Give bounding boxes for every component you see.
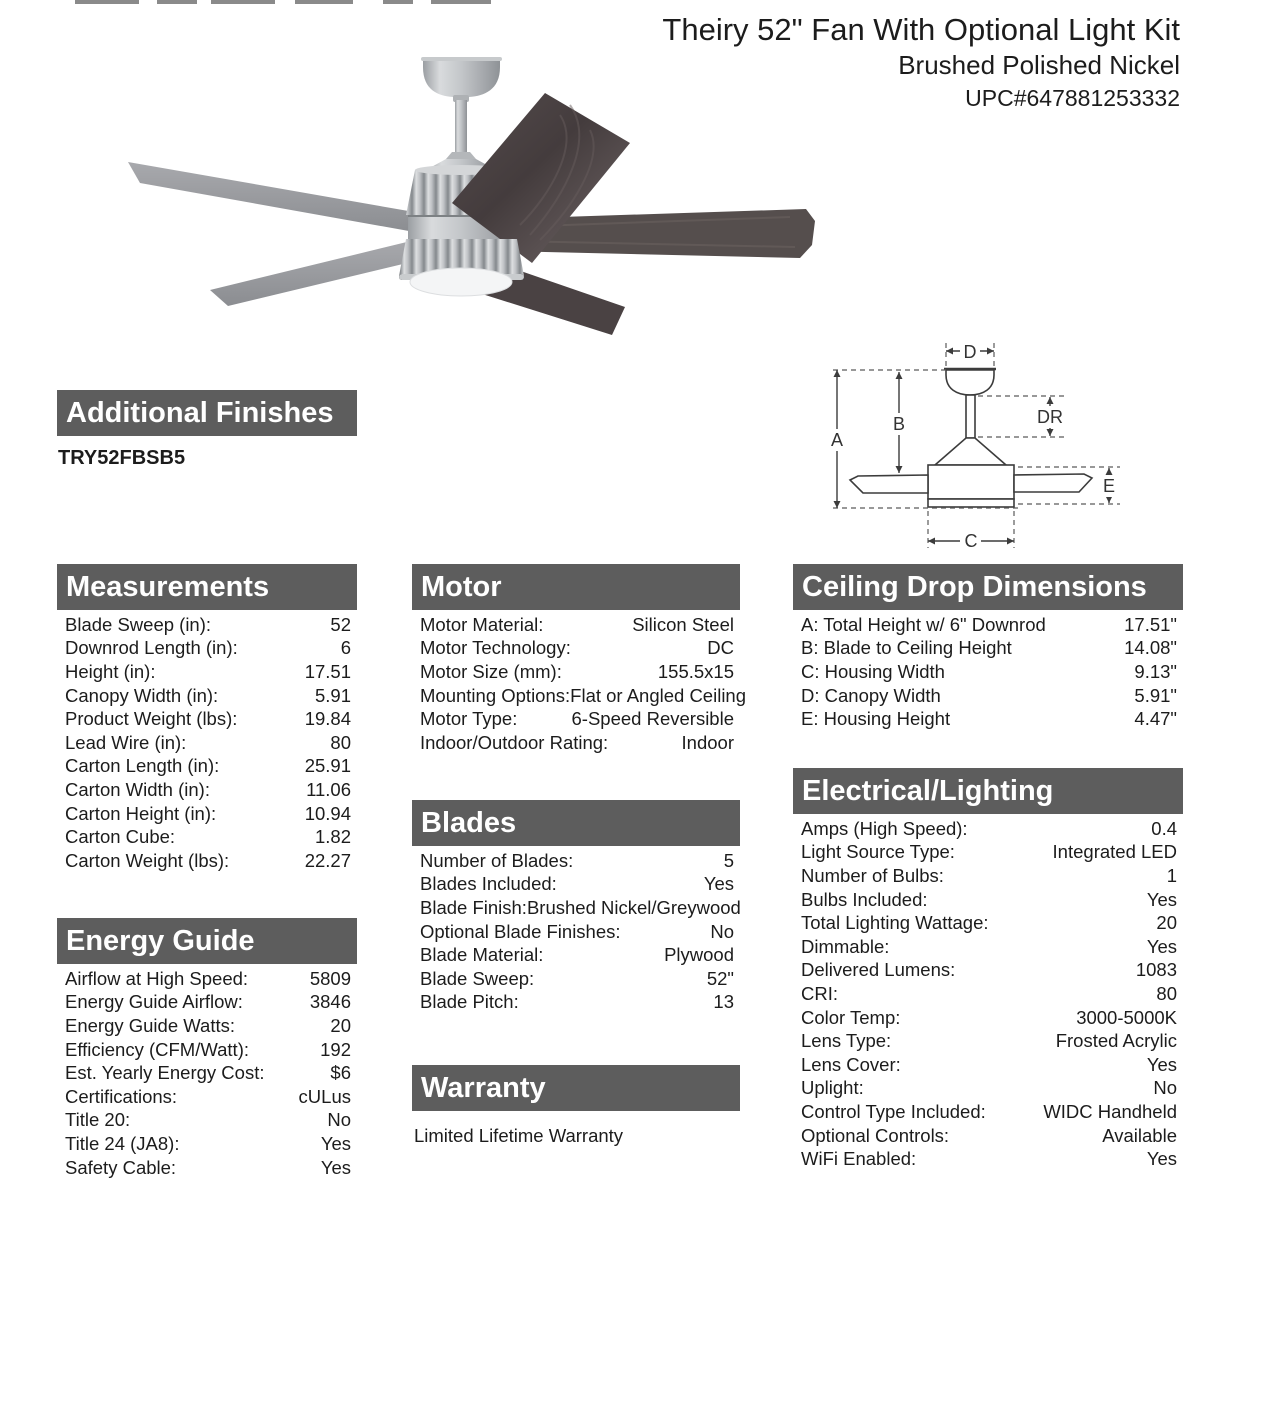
diagram-label-dr: DR xyxy=(1037,407,1063,427)
table-row xyxy=(412,920,740,944)
spec-value: 3000-5000K xyxy=(1076,1006,1177,1028)
table-row xyxy=(793,684,1183,708)
table-row xyxy=(793,864,1183,888)
cutoff-text-fragments xyxy=(75,0,491,4)
spec-value: Plywood xyxy=(664,944,734,966)
table-row xyxy=(412,707,740,731)
spec-label: Carton Length (in): xyxy=(65,755,220,777)
spec-value: Yes xyxy=(703,873,734,895)
spec-label: Carton Width (in): xyxy=(65,778,210,800)
spec-label: Carton Weight (lbs): xyxy=(65,849,230,871)
table-row xyxy=(793,637,1183,661)
sku-text: TRY52FBSB5 xyxy=(58,447,186,469)
table-row xyxy=(793,888,1183,912)
spec-label: B: Blade to Ceiling Height xyxy=(801,637,1012,659)
table-row xyxy=(793,1077,1183,1101)
fan-blade-upper-left xyxy=(128,162,420,233)
diagram-label-b: B xyxy=(892,414,906,434)
spec-value: Yes xyxy=(1146,888,1177,910)
spec-label: Optional Controls: xyxy=(801,1124,950,1146)
spec-value: 6-Speed Reversible xyxy=(571,708,734,730)
spec-label: WiFi Enabled: xyxy=(801,1148,917,1170)
spec-value: Integrated LED xyxy=(1052,841,1177,863)
spec-value: 192 xyxy=(320,1038,351,1060)
spec-value: 14.08" xyxy=(1124,637,1177,659)
spec-value: 10.94 xyxy=(304,802,351,824)
spec-label: Energy Guide Watts: xyxy=(65,1014,235,1036)
spec-label: Bulbs Included: xyxy=(801,888,928,910)
spec-label: Dimmable: xyxy=(801,935,890,957)
spec-label: Motor Type: xyxy=(420,708,518,730)
spec-value: 5.91" xyxy=(1134,684,1177,706)
ceiling-drop-section xyxy=(793,564,1183,731)
table-row xyxy=(57,802,357,826)
spec-value: No xyxy=(327,1109,351,1131)
spec-value: $6 xyxy=(330,1062,351,1084)
motor-table xyxy=(412,613,747,755)
spec-label: Number of Bulbs: xyxy=(801,864,944,886)
spec-label: Blade Sweep: xyxy=(420,967,535,989)
spec-label: Efficiency (CFM/Watt): xyxy=(65,1038,249,1060)
spec-label: Motor Technology: xyxy=(420,637,571,659)
spec-value: 25.91 xyxy=(304,755,351,777)
spec-label: Blade Material: xyxy=(420,944,544,966)
spec-value: DC xyxy=(707,637,734,659)
spec-label: Energy Guide Airflow: xyxy=(65,991,243,1013)
spec-value: 11.06 xyxy=(306,778,351,800)
table-row xyxy=(412,873,740,897)
upc-text: UPC#647881253332 xyxy=(965,85,1180,111)
energy-guide-table xyxy=(57,967,357,1179)
spec-value: 5809 xyxy=(309,967,351,989)
table-row xyxy=(57,1085,357,1109)
spec-value: No xyxy=(1153,1077,1177,1099)
spec-label: Blade Sweep (in): xyxy=(65,613,212,635)
table-row xyxy=(793,707,1183,731)
spec-label: Optional Blade Finishes: xyxy=(420,920,621,942)
energy-guide-section xyxy=(57,918,357,1179)
spec-value: 80 xyxy=(330,731,351,753)
table-row xyxy=(57,1156,357,1180)
table-row xyxy=(793,935,1183,959)
spec-label: Light Source Type: xyxy=(801,841,955,863)
spec-label: Safety Cable: xyxy=(65,1156,177,1178)
spec-value: 5.91 xyxy=(314,684,351,706)
spec-value: 52" xyxy=(706,967,734,989)
spec-label: Height (in): xyxy=(65,660,156,682)
electrical-lighting-section xyxy=(793,768,1183,1171)
spec-value: Silicon Steel xyxy=(632,613,734,635)
measurements-header: Measurements xyxy=(57,564,357,610)
table-row xyxy=(793,841,1183,865)
warranty-header: Warranty xyxy=(412,1065,740,1111)
diagram-label-e: E xyxy=(1102,476,1116,496)
ceiling-drop-table xyxy=(793,613,1183,731)
table-row xyxy=(793,982,1183,1006)
table-row xyxy=(412,637,740,661)
table-row xyxy=(793,959,1183,983)
spec-value: 3846 xyxy=(309,991,351,1013)
table-row xyxy=(57,707,357,731)
table-row xyxy=(57,1109,357,1133)
spec-label: Title 24 (JA8): xyxy=(65,1132,180,1154)
spec-label: Amps (High Speed): xyxy=(801,817,968,839)
spec-label: Carton Height (in): xyxy=(65,802,217,824)
spec-label: Lead Wire (in): xyxy=(65,731,187,753)
spec-label: Total Lighting Wattage: xyxy=(801,912,989,934)
electrical-lighting-header: Electrical/Lighting xyxy=(793,768,1183,814)
spec-label: Canopy Width (in): xyxy=(65,684,219,706)
spec-label: Downrod Length (in): xyxy=(65,637,238,659)
finish-subtitle: Brushed Polished Nickel xyxy=(898,50,1180,80)
spec-label: A: Total Height w/ 6" Downrod xyxy=(801,613,1046,635)
electrical-lighting-table xyxy=(793,817,1183,1171)
spec-label: Motor Material: xyxy=(420,613,544,635)
spec-value: 9.13" xyxy=(1134,660,1177,682)
spec-value: Frosted Acrylic xyxy=(1055,1030,1177,1052)
spec-value: 80 xyxy=(1156,982,1177,1004)
spec-value: 52 xyxy=(330,613,351,635)
spec-value: 1.82 xyxy=(314,826,351,848)
spec-value: WIDC Handheld xyxy=(1043,1100,1177,1122)
spec-label: Blades Included: xyxy=(420,873,557,895)
spec-value: 1 xyxy=(1166,864,1177,886)
warranty-section xyxy=(412,1065,740,1147)
fan-downrod xyxy=(455,100,467,152)
spec-value: 5 xyxy=(723,849,734,871)
table-row xyxy=(57,637,357,661)
spec-value: 20 xyxy=(330,1014,351,1036)
motor-section xyxy=(412,564,747,755)
fan-canopy xyxy=(421,57,502,102)
fan-product-image xyxy=(100,45,860,345)
table-row xyxy=(793,660,1183,684)
spec-value: 17.51 xyxy=(304,660,351,682)
fan-blade-lower-left xyxy=(210,240,428,306)
spec-value: cULus xyxy=(298,1085,351,1107)
table-row xyxy=(57,1038,357,1062)
spec-label: Lens Cover: xyxy=(801,1053,901,1075)
table-row xyxy=(57,613,357,637)
spec-value: 13 xyxy=(713,991,734,1013)
spec-value: 20 xyxy=(1156,912,1177,934)
table-row xyxy=(57,849,357,873)
table-row xyxy=(412,967,740,991)
table-row xyxy=(793,911,1183,935)
table-row xyxy=(793,1100,1183,1124)
table-row xyxy=(793,1053,1183,1077)
spec-label: Mounting Options: xyxy=(420,684,571,706)
table-row xyxy=(412,943,740,967)
spec-label: Product Weight (lbs): xyxy=(65,708,238,730)
table-row xyxy=(57,778,357,802)
spec-value: 0.4 xyxy=(1151,817,1177,839)
spec-label: Lens Type: xyxy=(801,1030,892,1052)
table-row xyxy=(793,613,1183,637)
spec-label: D: Canopy Width xyxy=(801,684,941,706)
spec-value: Yes xyxy=(1146,935,1177,957)
spec-label: Certifications: xyxy=(65,1085,178,1107)
spec-value: Yes xyxy=(1146,1148,1177,1170)
spec-value: 155.5x15 xyxy=(657,660,734,682)
spec-label: E: Housing Height xyxy=(801,708,951,730)
spec-label: Indoor/Outdoor Rating: xyxy=(420,731,609,753)
spec-label: Delivered Lumens: xyxy=(801,959,956,981)
dimension-diagram xyxy=(828,333,1148,558)
table-row xyxy=(57,755,357,779)
fan-light-kit xyxy=(399,239,524,296)
spec-value: Flat or Angled Ceiling xyxy=(570,684,747,706)
spec-label: Est. Yearly Energy Cost: xyxy=(65,1062,265,1084)
spec-label: Motor Size (mm): xyxy=(420,660,562,682)
table-row xyxy=(412,731,740,755)
spec-label: Carton Cube: xyxy=(65,826,176,848)
spec-label: Airflow at High Speed: xyxy=(65,967,249,989)
table-row xyxy=(57,1014,357,1038)
table-row xyxy=(412,896,740,920)
spec-label: CRI: xyxy=(801,982,838,1004)
spec-value: 17.51" xyxy=(1124,613,1177,635)
diagram-label-c: C xyxy=(964,531,978,551)
spec-value: Available xyxy=(1102,1124,1177,1146)
motor-header: Motor xyxy=(412,564,740,610)
spec-value: Brushed Nickel/Greywood xyxy=(526,896,741,918)
spec-label: C: Housing Width xyxy=(801,660,945,682)
spec-label: Number of Blades: xyxy=(420,849,574,871)
table-row xyxy=(412,613,740,637)
table-row xyxy=(793,1006,1183,1030)
spec-label: Uplight: xyxy=(801,1077,864,1099)
table-row xyxy=(57,660,357,684)
spec-label: Title 20: xyxy=(65,1109,131,1131)
table-row xyxy=(57,825,357,849)
fan-downrod-bell xyxy=(446,152,476,159)
blades-section xyxy=(412,800,740,1014)
spec-label: Blade Pitch: xyxy=(420,991,519,1013)
spec-value: Yes xyxy=(320,1156,351,1178)
table-row xyxy=(57,967,357,991)
spec-label: Color Temp: xyxy=(801,1006,901,1028)
spec-value: 6 xyxy=(340,637,351,659)
blades-header: Blades xyxy=(412,800,740,846)
spec-label: Blade Finish: xyxy=(420,896,527,918)
table-row xyxy=(57,684,357,708)
spec-value: Yes xyxy=(320,1132,351,1154)
table-row xyxy=(412,684,747,708)
light-lens xyxy=(410,268,512,296)
table-row xyxy=(57,731,357,755)
spec-value: Yes xyxy=(1146,1053,1177,1075)
energy-guide-header: Energy Guide xyxy=(57,918,357,964)
table-row xyxy=(412,660,740,684)
table-row xyxy=(793,817,1183,841)
diagram-label-d: D xyxy=(963,342,977,362)
ceiling-drop-header: Ceiling Drop Dimensions xyxy=(793,564,1183,610)
blades-table xyxy=(412,849,740,1014)
spec-value: 22.27 xyxy=(304,849,351,871)
table-row xyxy=(793,1147,1183,1171)
measurements-section xyxy=(57,564,357,873)
table-row xyxy=(57,1132,357,1156)
spec-value: 4.47" xyxy=(1134,708,1177,730)
spec-value: Indoor xyxy=(681,731,734,753)
spec-value: No xyxy=(710,920,734,942)
table-row xyxy=(412,849,740,873)
spec-value: 1083 xyxy=(1135,959,1177,981)
additional-finishes-section xyxy=(57,390,357,470)
warranty-text: Limited Lifetime Warranty xyxy=(414,1125,624,1146)
spec-label: Control Type Included: xyxy=(801,1100,986,1122)
table-row xyxy=(57,1061,357,1085)
table-row xyxy=(793,1124,1183,1148)
measurements-table xyxy=(57,613,357,873)
table-row xyxy=(57,991,357,1015)
spec-value: 19.84 xyxy=(304,708,351,730)
table-row xyxy=(793,1029,1183,1053)
diagram-label-a: A xyxy=(830,430,844,450)
table-row xyxy=(412,991,740,1015)
page-title: Theiry 52" Fan With Optional Light Kit xyxy=(662,12,1180,47)
additional-finishes-header: Additional Finishes xyxy=(57,390,357,436)
